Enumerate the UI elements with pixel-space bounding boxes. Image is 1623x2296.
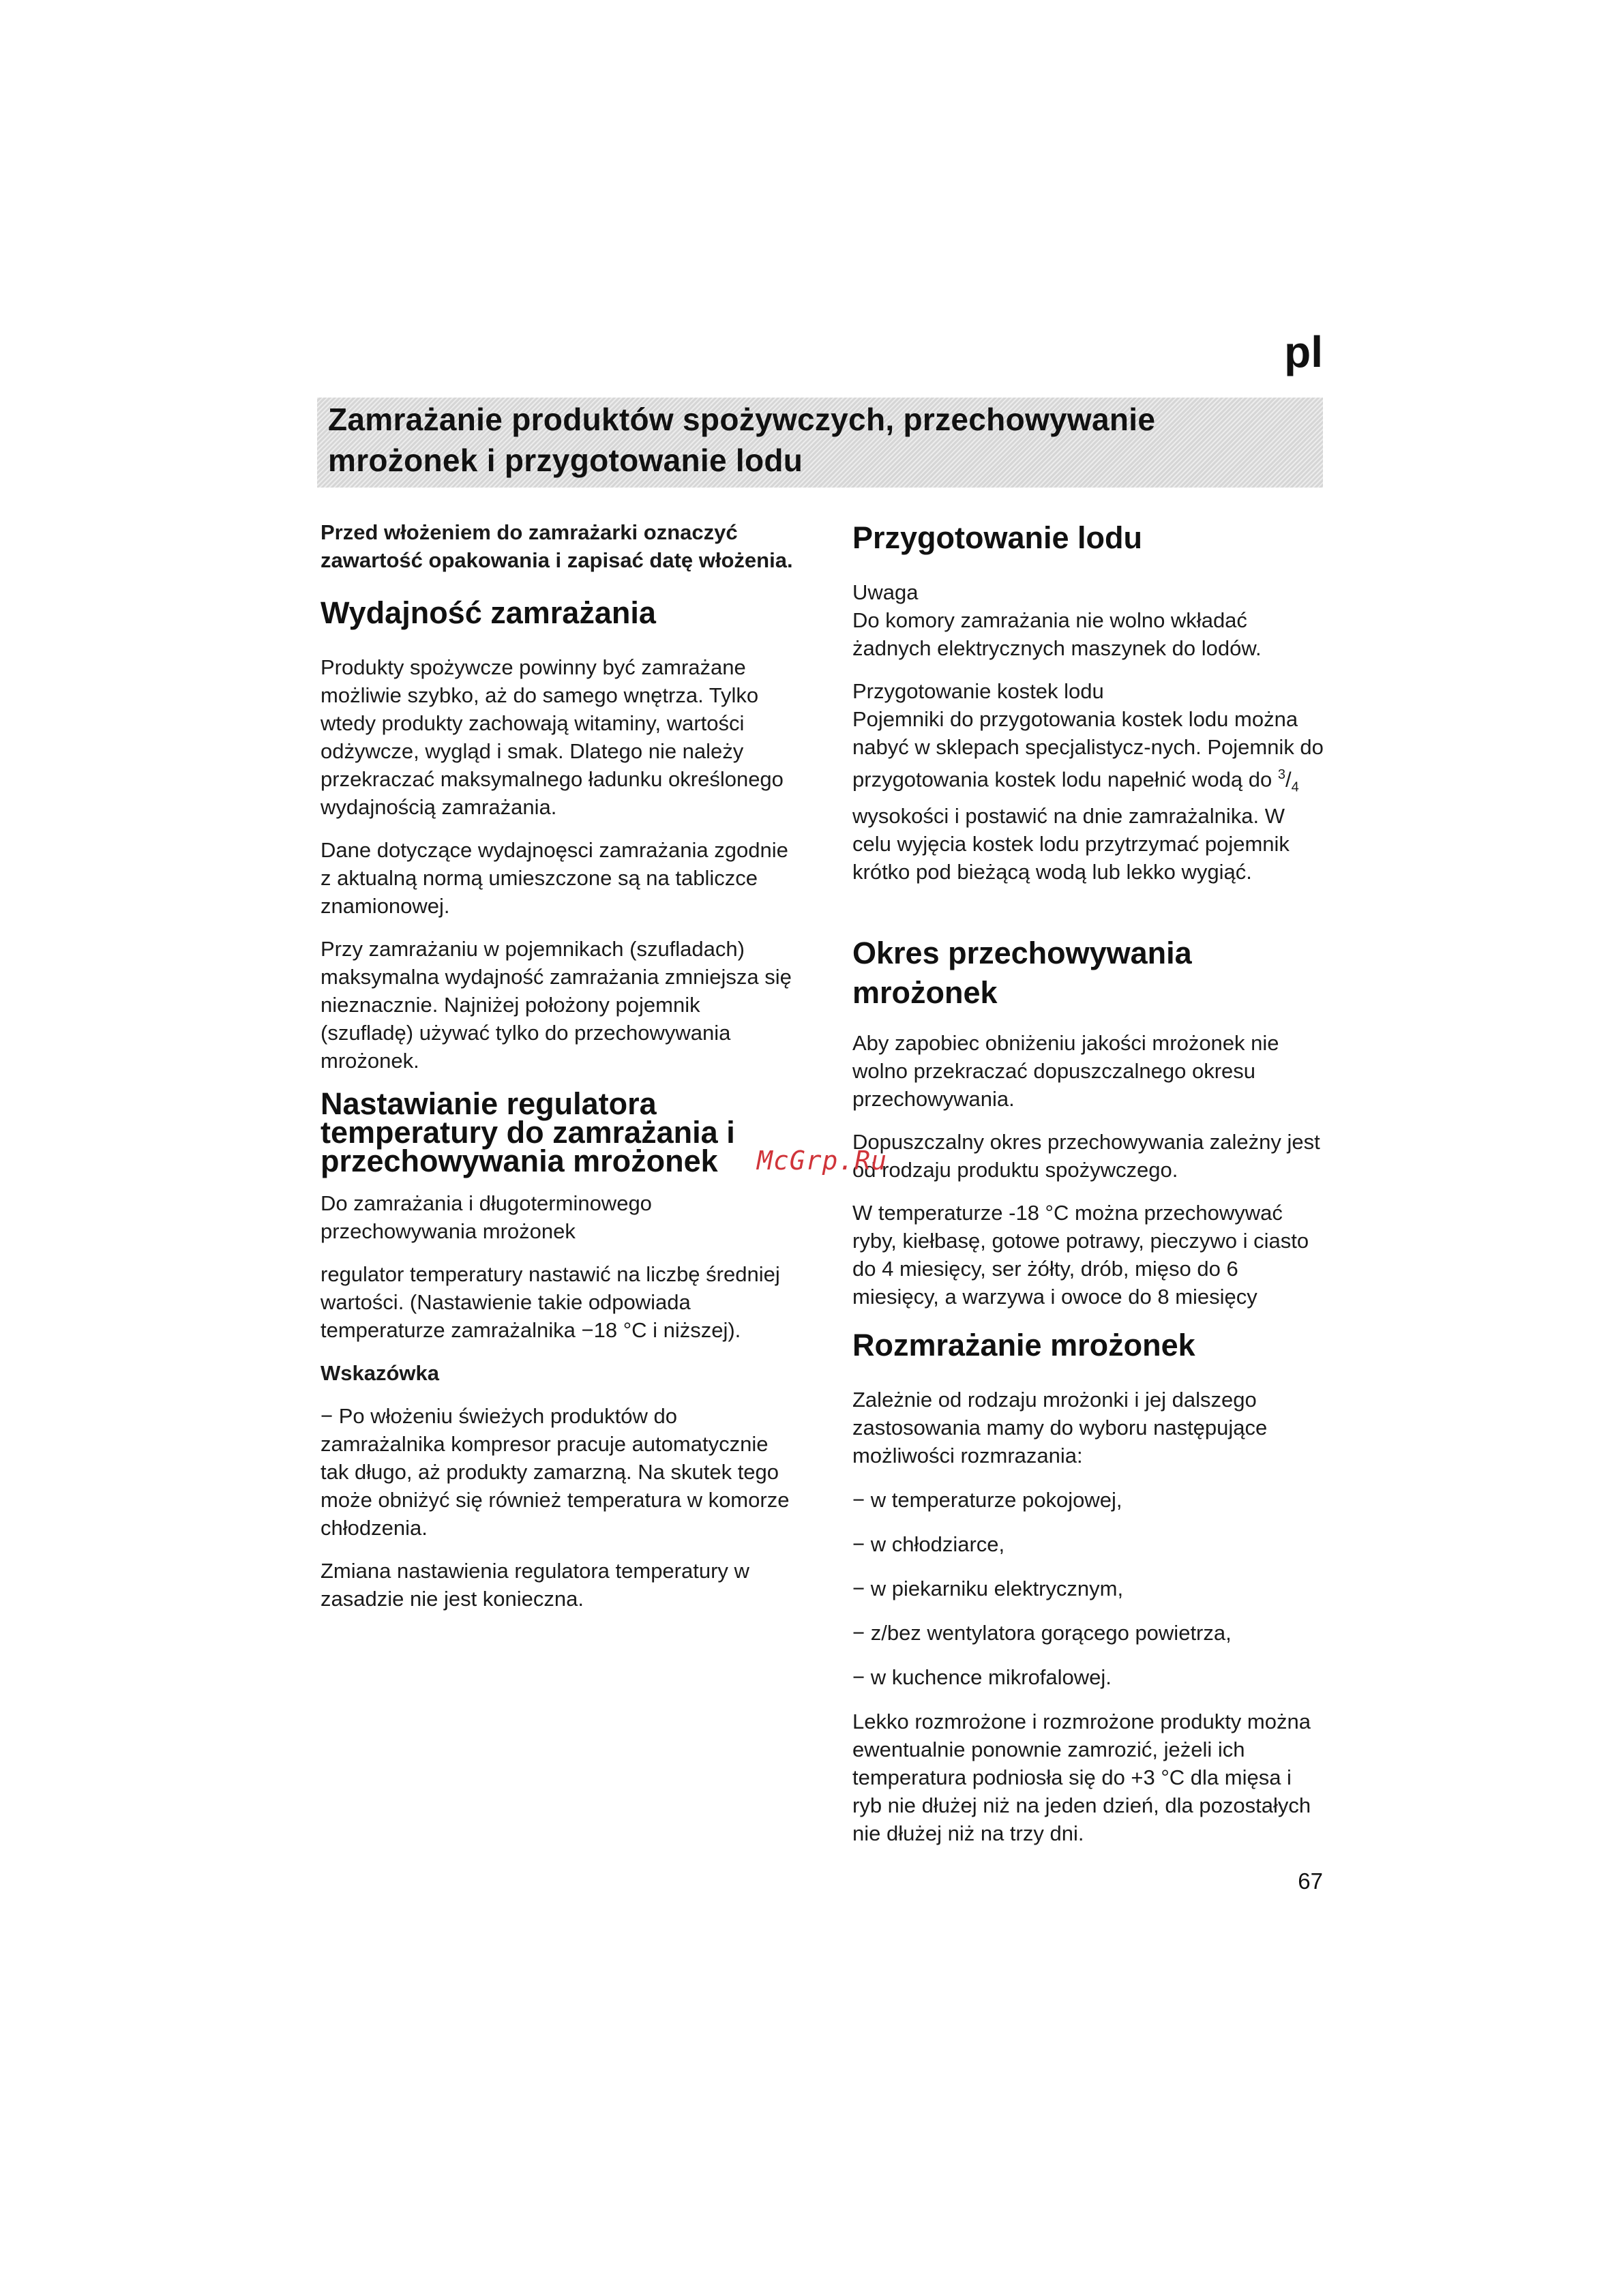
- heading-freezing-capacity: Wydajność zamrażania: [321, 595, 656, 630]
- heading-temperature-regulator-line-2: temperatury do zamrażania i: [321, 1115, 735, 1150]
- paragraph-freezing-capacity-1: Produkty spożywcze powinny być zamrażane możliwie szybko, aż do samego wnętrza. Tylko wtedy produkty zachowają witaminy, wartości odżywcze, wygląd i smak. Dlatego nie należy przekraczać maksymalnego ładunku określonego wydajnością zamrażania.: [321, 655, 784, 819]
- note-paragraph-2: Zmiana nastawienia regulatora temperatury w zasadzie nie jest konieczna.: [321, 1559, 749, 1611]
- paragraph-defrosting-2: Lekko rozmrożone i rozmrożone produkty można ewentualnie ponownie zamrozić, jeżeli ich temperatura podniosła się do +3 °C dla mięsa i ryb nie dłużej niż na jeden dzień, dla pozostałych nie dłużej niż na trzy dni.: [852, 1709, 1311, 1845]
- intro-note: Przed włożeniem do zamrażarki oznaczyć zawartość opakowania i zapisać datę włożenia.: [321, 520, 793, 572]
- thaw-option: − w piekarniku elektrycznym,: [852, 1576, 1124, 1600]
- watermark: McGrp.Ru: [757, 1146, 888, 1176]
- heading-storage-period-line-2: mrożonek: [852, 974, 998, 1010]
- heading-temperature-regulator-line-1: Nastawianie regulatora: [321, 1086, 657, 1121]
- note-paragraph-1: − Po włożeniu świeżych produktów do zamrażalnika kompresor pracuje automatycznie tak długo, aż produkty zamarzną. Na skutek tego może obniżyć się również temperatura w komorze chłodzenia.: [321, 1404, 790, 1540]
- caution-text: Do komory zamrażania nie wolno wkładać żadnych elektrycznych maszynek do lodów.: [852, 608, 1262, 660]
- paragraph-freezing-capacity-3: Przy zamrażaniu w pojemnikach (szufladach) maksymalna wydajność zamrażania zmniejsza się nieznacznie. Najniżej położony pojemnik (szufladę) używać tylko do przechowywania mrożonek.: [321, 937, 792, 1073]
- fraction-denominator: 4: [1291, 779, 1299, 795]
- fraction-numerator: 3: [1277, 767, 1285, 782]
- heading-temperature-regulator-line-3: przechowywania mrożonek: [321, 1144, 718, 1178]
- paragraph-freezing-capacity-2: Dane dotyczące wydajnoęsci zamrażania zgodnie z aktualną normą umieszczone są na tabliczce znamionowej.: [321, 838, 788, 918]
- thaw-option: − z/bez wentylatora gorącego powietrza,: [852, 1620, 1232, 1645]
- heading-storage-period-line-1: Okres przechowywania: [852, 935, 1192, 970]
- heading-defrosting: Rozmrażanie mrożonek: [852, 1327, 1195, 1362]
- thaw-option: − w kuchence mikrofalowej.: [852, 1665, 1112, 1689]
- thaw-option: − w temperaturze pokojowej,: [852, 1487, 1122, 1512]
- page-title-banner: [317, 398, 1323, 488]
- page-title-line-1: Zamrażanie produktów spożywczych, przechowywanie: [328, 402, 1156, 437]
- ice-cubes-text-after: wysokości i postawić na dnie zamrażalnika. W celu wyjęcia kostek lodu przytrzymać pojemnik krótko pod bieżącą wodą lub lekko wygiąć.: [852, 803, 1290, 884]
- note-label: Wskazówka: [321, 1361, 440, 1385]
- left-column: [321, 518, 798, 1628]
- thaw-option: − w chłodziarce,: [852, 1532, 1005, 1556]
- heading-storage-period: [852, 934, 1326, 1013]
- heading-temperature-regulator: [321, 1086, 798, 1178]
- paragraph-storage-3: W temperaturze -18 °C można przechowywać ryby, kiełbasę, gotowe potrawy, pieczywo i ciasto do 4 miesięcy, ser żółty, drób, mięso do 6 miesięcy, a warzywa i owoce do 8 miesięcy: [852, 1200, 1309, 1309]
- ice-cubes-text-before: Pojemniki do przygotowania kostek lodu można nabyć w sklepach specjalistycz-nych. Pojemnik do przygotowania kostek lodu napełnić wodą do: [852, 707, 1324, 792]
- heading-ice-preparation: Przygotowanie lodu: [852, 520, 1143, 555]
- right-column: [852, 518, 1326, 1862]
- caution-label: Uwaga: [852, 580, 919, 604]
- paragraph-regulator-1: Do zamrażania i długoterminowego przechowywania mrożonek: [321, 1191, 652, 1243]
- paragraph-defrosting-1: Zależnie od rodzaju mrożonki i jej dalszego zastosowania mamy do wyboru następujące możliwości rozmrazania:: [852, 1387, 1268, 1467]
- page-number: 67: [1298, 1868, 1323, 1894]
- paragraph-regulator-2: regulator temperatury nastawić na liczbę średniej wartości. (Nastawienie takie odpowiada temperaturze zamrażalnika −18 °C i niższej).: [321, 1262, 780, 1342]
- ice-cubes-text: Pojemniki do przygotowania kostek lodu można nabyć w sklepach specjalistycz-nych. Pojemnik do przygotowania kostek lodu napełnić wodą do $^3/_4$ wysokości i postawić na dnie zamrażalnika. W celu wyjęcia kostek lodu przytrzymać pojemnik krótko pod bieżącą wodą lub lekko wygiąć.: [852, 707, 1324, 884]
- ice-cubes-label: Przygotowanie kostek lodu: [852, 679, 1104, 703]
- paragraph-storage-1: Aby zapobiec obniżeniu jakości mrożonek nie wolno przekraczać dopuszczalnego okresu przechowywania.: [852, 1030, 1279, 1111]
- language-tag: pl: [1284, 327, 1323, 376]
- page-title-line-2: mrożonek i przygotowanie lodu: [328, 443, 803, 478]
- paragraph-storage-2: Dopuszczalny okres przechowywania zależny jest od rodzaju produktu spożywczego.: [852, 1129, 1320, 1182]
